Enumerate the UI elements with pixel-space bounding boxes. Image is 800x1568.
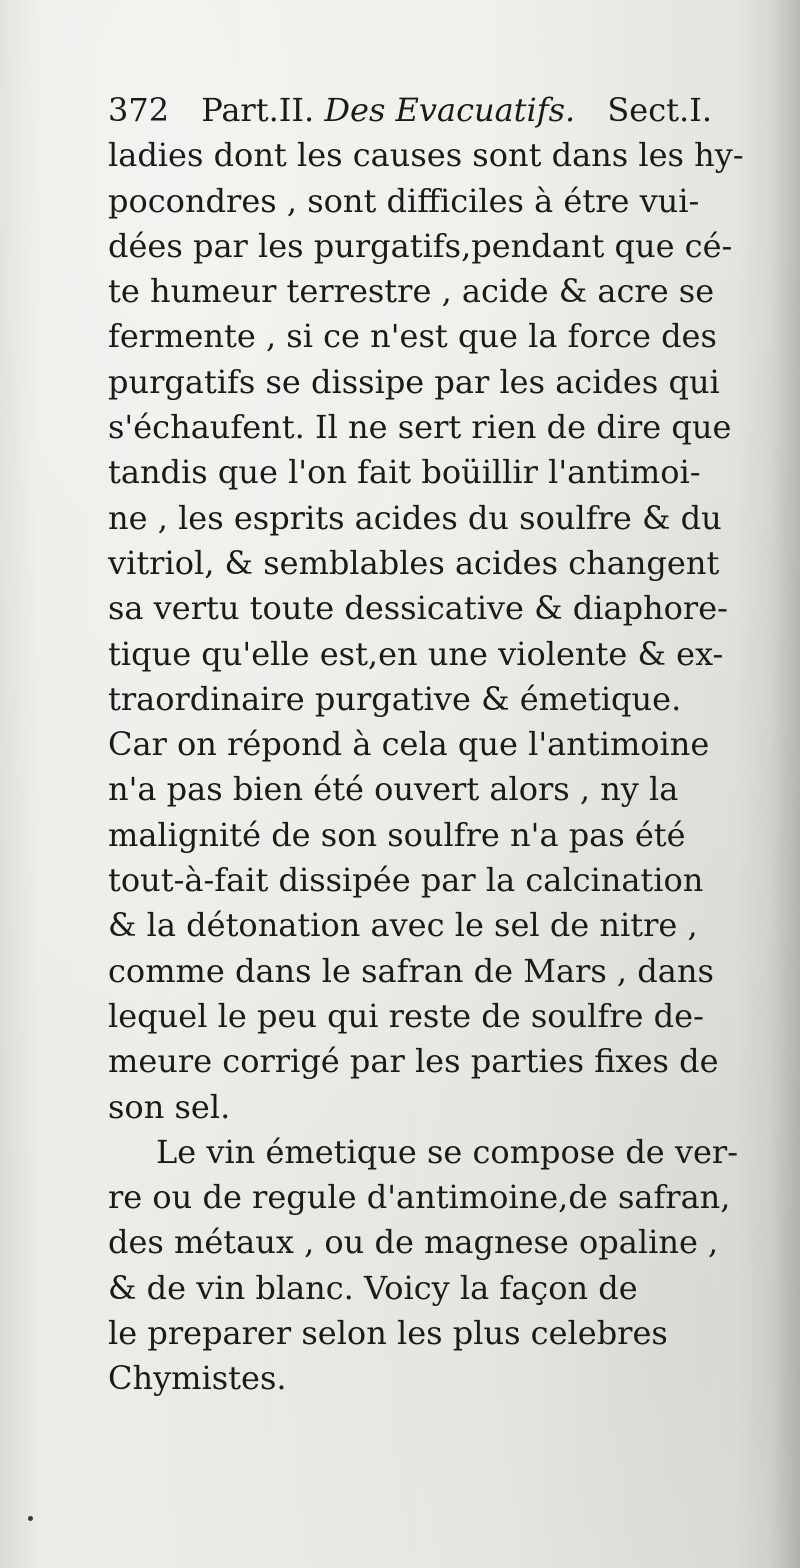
running-title xyxy=(185,88,591,133)
text-line: meure corrigé par les parties fixes de xyxy=(108,1042,719,1081)
text-line: traordinaire purgative & émetique. xyxy=(108,679,682,718)
text-line: te humeur terrestre , acide & acre se xyxy=(108,272,715,311)
running-header xyxy=(108,88,712,133)
chapter-title: Des Evacuatifs. xyxy=(324,91,576,129)
ink-speck xyxy=(28,1516,33,1521)
text-line: malignité de son soulfre n'a pas été xyxy=(108,815,686,854)
paragraph-2 xyxy=(108,1130,768,1402)
text-line: Le vin émetique se compose de ver- xyxy=(156,1132,739,1171)
text-line: Car on répond à cela que l'antimoine xyxy=(108,725,710,764)
text-line: purgatifs se dissipe par les acides qui xyxy=(108,362,720,401)
text-line: le preparer selon les plus celebres xyxy=(108,1314,668,1353)
text-line: tout-à-fait dissipée par la calcination xyxy=(108,861,704,900)
text-line: n'a pas bien été ouvert alors , ny la xyxy=(108,770,679,809)
text-line: comme dans le safran de Mars , dans xyxy=(108,951,714,990)
text-line: & de vin blanc. Voicy la façon de xyxy=(108,1268,638,1307)
text-line: fermente , si ce n'est que la force des xyxy=(108,317,717,356)
text-line: son sel. xyxy=(108,1087,231,1126)
text-line: ne , les esprits acides du soulfre & du xyxy=(108,498,722,537)
text-line: & la détonation avec le sel de nitre , xyxy=(108,906,698,945)
text-line: ladies dont les causes sont dans les hy- xyxy=(108,136,744,175)
text-line: vitriol, & semblables acides changent xyxy=(108,543,720,582)
page-edge-shadow xyxy=(770,0,800,1568)
text-line: Chymistes. xyxy=(108,1359,287,1398)
text-line: s'échaufent. Il ne sert rien de dire que xyxy=(108,408,732,447)
text-line: sa vertu toute dessicative & diaphore- xyxy=(108,589,728,628)
text-line: lequel le peu qui reste de soulfre de- xyxy=(108,996,704,1035)
page-text xyxy=(108,88,768,1402)
text-line: pocondres , sont difficiles à étre vui- xyxy=(108,181,700,220)
section-label: Sect.I. xyxy=(607,91,712,129)
text-line: re ou de regule d'antimoine,de safran, xyxy=(108,1178,731,1217)
paragraph-1 xyxy=(108,133,768,1130)
text-line: dées par les purgatifs,pendant que cé- xyxy=(108,226,733,265)
part-label: Part.II. xyxy=(201,91,315,129)
text-line: tique qu'elle est,en une violente & ex- xyxy=(108,634,724,673)
text-line: des métaux , ou de magnese opaline , xyxy=(108,1223,719,1262)
text-line: tandis que l'on fait boüillir l'antimoi- xyxy=(108,453,701,492)
page-number: 372 xyxy=(108,91,170,129)
